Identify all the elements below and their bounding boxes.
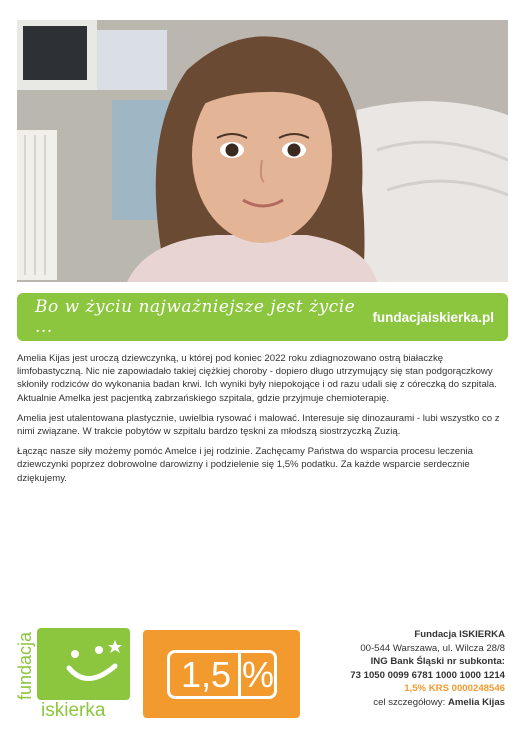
website-link[interactable]: fundacjaiskierka.pl [372,309,494,325]
tax-percent-sign: % [242,654,275,695]
bank-account: 73 1050 0099 6781 1000 1000 1214 [350,669,505,681]
slogan-banner [17,293,508,341]
tax-percent-frame [167,650,277,699]
contact-block [305,628,505,709]
tax-percent-number: 1,5 [180,654,232,695]
story-text [17,352,511,492]
purpose-line [305,696,505,710]
logo-graphic [17,628,130,720]
slogan-text: Bo w życiu najważniejsze jest życie ... [35,297,356,337]
logo-word-iskierka: iskierka [41,700,106,720]
krs-number: 1,5% KRS 0000248546 [404,683,505,694]
paragraph-2: Amelia jest utalentowana plastycznie, uwielbia rysować i malować. Interesuje się dinozaurami - lubi wszystko co z nimi związane. W trakcie pobytów w szpitalu bardzo tęskni za młodszą siostrzyczką Zuzią. [17,412,500,438]
fundacja-iskierka-logo [17,628,130,720]
org-name: Fundacja ISKIERKA [414,629,505,640]
org-address: 00-544 Warszawa, ul. Wilcza 28/8 [360,642,505,654]
child-photo-illustration [17,20,508,282]
tax-percent-divider [238,650,241,699]
tax-percent-badge [143,630,300,718]
bank-label: ING Bank Śląski nr subkonta: [370,656,505,667]
child-photo [17,20,508,282]
purpose-name: Amelia Kijas [447,696,505,708]
paragraph-3: Łącząc nasze siły możemy pomóc Amelce i jej rodzinie. Zachęcamy Państwa do wsparcia procesu leczenia dziewczynki poprzez dobrowolne darowizny i podzielenie się 1,5% podatku. Za każde wsparcie serdecznie dziękujemy. [17,446,473,484]
purpose-label: cel szczegółowy: [373,696,446,708]
logo-word-fundacja: fundacja [17,631,35,700]
paragraph-1: Amelia Kijas jest uroczą dziewczynką, u której pod koniec 2022 roku zdiagnozowano ostrą białaczkę limfobastyczną. Nic nie zapowiadało takiej ciężkiej choroby - dopiero długo utrzymujący się stan podgorączkowy skłoniły rodziców do wykonania badan krwi. Ich wyniki były niepokojące i od razu udali się z córeczką do szpitala. Aktualnie Amelka jest pacjentką zabrzańskiego szpitala, gdzie przyjmuje chemioterapię. [17,353,497,404]
